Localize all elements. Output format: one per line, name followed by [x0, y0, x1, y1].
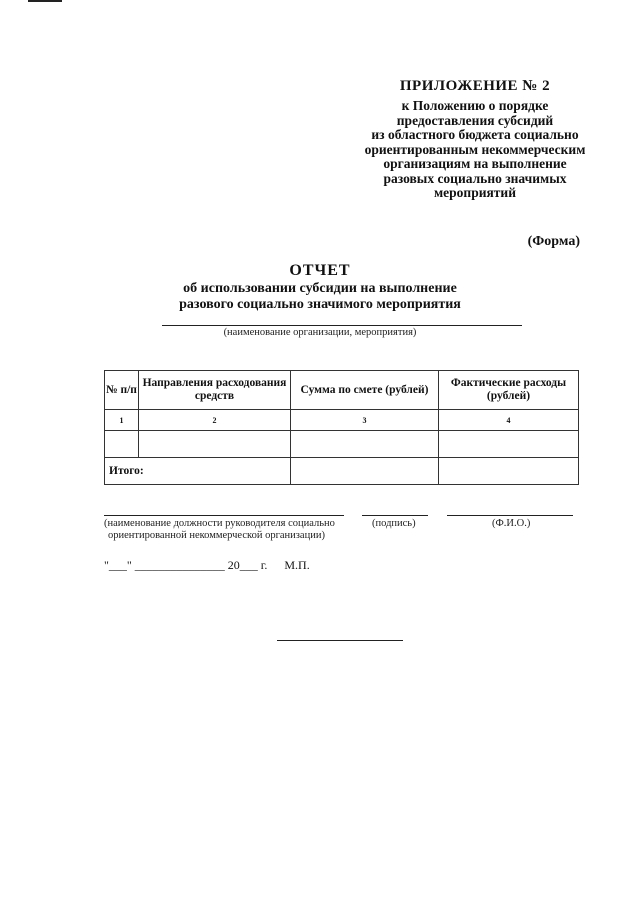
closing-line	[277, 640, 403, 641]
column-number: 2	[139, 410, 291, 431]
total-row	[105, 458, 579, 485]
column-number: 4	[439, 410, 579, 431]
signature-caption: (подпись)	[372, 518, 416, 529]
table-row	[105, 431, 579, 458]
signature-line	[362, 515, 428, 516]
org-caption: (наименование организации, мероприятия)	[223, 327, 417, 338]
header-cell: № п/п	[105, 371, 139, 410]
header-cell: Сумма по смете (рублей)	[291, 371, 439, 410]
total-sum-cell[interactable]	[291, 458, 439, 485]
appendix-line: мероприятий	[433, 185, 516, 200]
appendix-line: предоставления субсидий	[396, 112, 554, 128]
org-name-line	[162, 325, 522, 326]
stamp-label: М.П.	[284, 558, 310, 572]
appendix-line: к Положению о порядке	[401, 98, 549, 113]
column-number: 3	[291, 410, 439, 431]
appendix-line: из областного бюджета социально	[371, 127, 579, 142]
report-table	[104, 370, 579, 485]
top-rule	[28, 0, 62, 2]
column-number: 1	[105, 410, 139, 431]
report-title: ОТЧЕТ	[289, 262, 351, 279]
table-cell[interactable]	[139, 431, 291, 458]
total-label: Итого:	[105, 458, 291, 485]
report-subtitle: об использовании субсидии на выполнение	[183, 281, 457, 296]
position-caption: ориентированной некоммерческой организации)	[108, 530, 325, 541]
name-caption: (Ф.И.О.)	[492, 518, 531, 529]
header-cell: Фактические расходы (рублей)	[439, 371, 579, 410]
position-line	[104, 515, 344, 516]
position-caption: (наименование должности руководителя социально	[104, 518, 335, 529]
appendix-line: ориентированным некоммерческим	[364, 141, 586, 157]
appendix-line: разовых социально значимых	[383, 170, 567, 186]
date-text: "___" _______________ 20___ г.	[104, 558, 268, 572]
date-line	[104, 558, 310, 573]
name-line	[447, 515, 573, 516]
table-header-row	[105, 371, 579, 410]
table-number-row	[105, 410, 579, 431]
table-cell[interactable]	[291, 431, 439, 458]
header-cell: Направления расходования средств	[139, 371, 291, 410]
appendix-title: ПРИЛОЖЕНИЕ № 2	[399, 78, 551, 94]
report-subtitle: разового социально значимого мероприятия	[179, 297, 461, 312]
table-cell[interactable]	[105, 431, 139, 458]
form-label: (Форма)	[527, 234, 580, 249]
total-actual-cell[interactable]	[439, 458, 579, 485]
table-cell[interactable]	[439, 431, 579, 458]
appendix-line: организациям на выполнение	[383, 156, 567, 171]
